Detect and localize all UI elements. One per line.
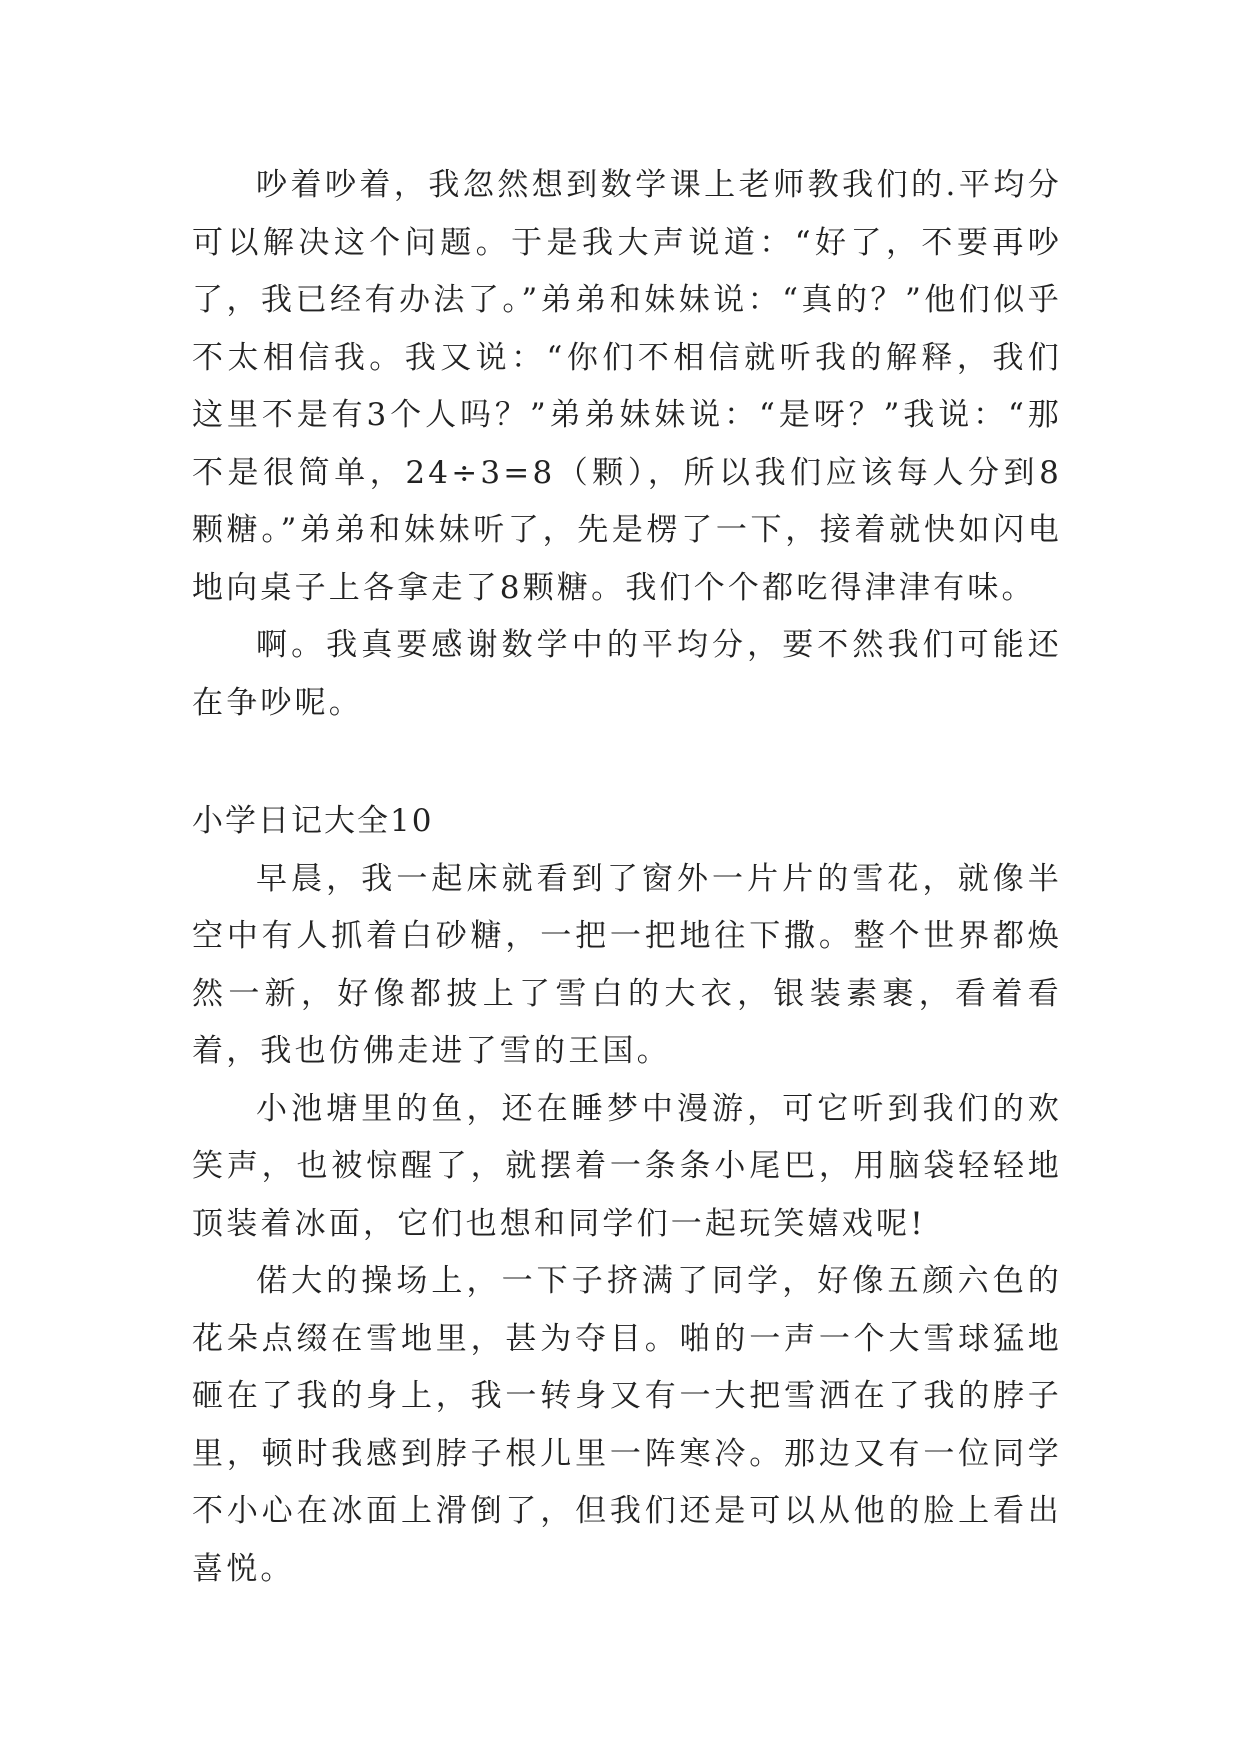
paragraph: 偌大的操场上，一下子挤满了同学，好像五颜六色的花朵点缀在雪地里，甚为夺目。啪的一声一个大雪球猛地砸在了我的身上，我一转身又有一大把雪洒在了我的脖子里，顿时我感到脖子根儿里一阵寒冷。那边又有一位同学不小心在冰面上滑倒了，但我们还是可以从他的脸上看出喜悦。 [192,1263,1062,1587]
paragraph: 吵着吵着，我忽然想到数学课上老师教我们的.平均分可以解决这个问题。于是我大声说道：“好了，不要再吵了，我已经有办法了。”弟弟和妹妹说：“真的？”他们似乎不太相信我。我又说：“你们不相信就听我的解释，我们这里不是有3个人吗？”弟弟妹妹说：“是呀？”我说：“那不是很简单，24÷3=8（颗），所以我们应该每人分到8颗糖。”弟弟和妹妹听了，先是楞了一下，接着就快如闪电地向桌子上各拿走了8颗糖。我们个个都吃得津津有味。 [192,167,1062,606]
section-title: 小学日记大全10 [192,803,434,839]
paragraph: 啊。我真要感谢数学中的平均分，要不然我们可能还在争吵呢。 [192,627,1062,721]
section-one [192,157,1062,732]
paragraph: 小池塘里的鱼，还在睡梦中漫游，可它听到我们的欢笑声，也被惊醒了，就摆着一条条小尾巴，用脑袋轻轻地顶装着冰面，它们也想和同学们一起玩笑嬉戏呢! [192,1090,1062,1242]
section-two [192,793,1062,1598]
paragraph: 早晨，我一起床就看到了窗外一片片的雪花，就像半空中有人抓着白砂糖，一把一把地往下撒。整个世界都焕然一新，好像都披上了雪白的大衣，银装素裹，看着看着，我也仿佛走进了雪的王国。 [192,860,1062,1069]
